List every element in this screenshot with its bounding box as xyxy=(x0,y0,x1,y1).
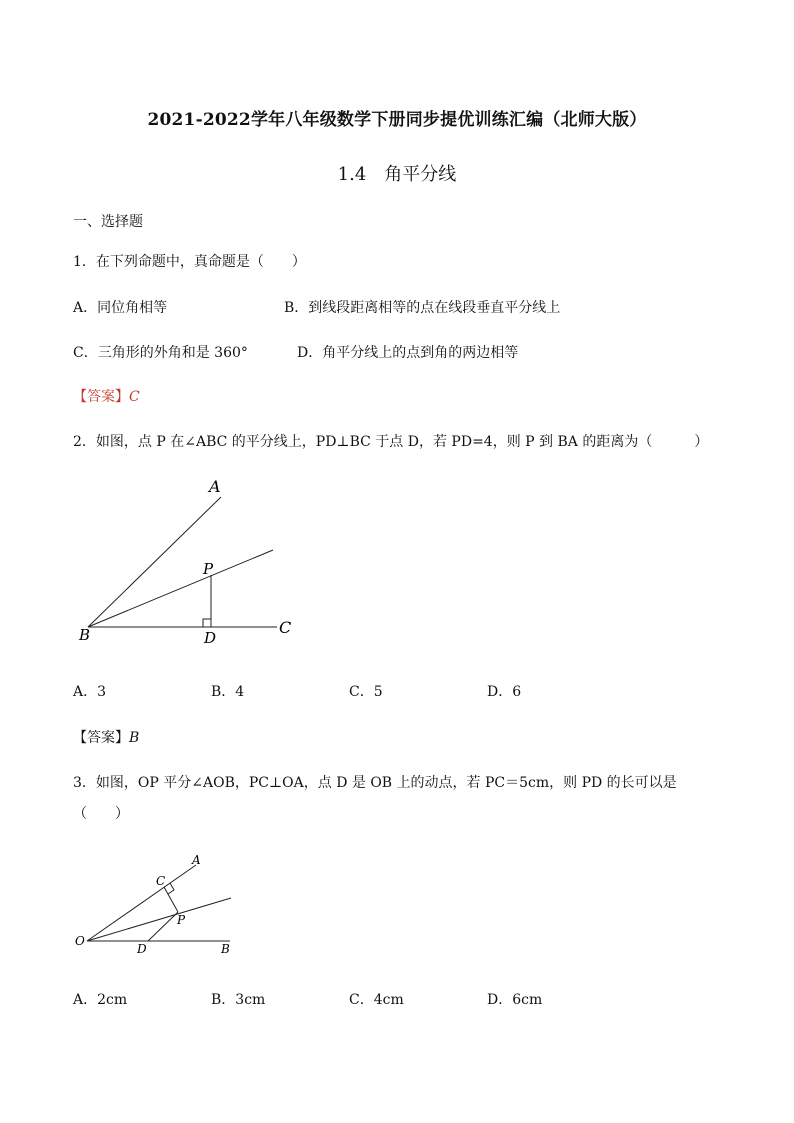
q1-stem: 1．在下列命题中，真命题是（ ） xyxy=(73,254,306,270)
q3-label-c: C xyxy=(156,874,166,888)
q2-figure xyxy=(70,470,310,650)
q3-label-a: A xyxy=(192,853,201,867)
q1-option-a: A．同位角相等 xyxy=(73,300,168,316)
q1-answer-value: C xyxy=(129,389,140,405)
q3-figure xyxy=(70,848,250,963)
section-subtitle: 1.4 角平分线 xyxy=(337,164,457,185)
q3-label-o: O xyxy=(75,934,85,948)
q2-bisector xyxy=(88,550,273,627)
q2-label-d: D xyxy=(204,629,217,647)
q3-option-b: B．3cm xyxy=(211,992,266,1008)
q2-option-c: C．5 xyxy=(349,684,383,700)
q2-ray-ba xyxy=(88,497,221,627)
q3-stem-line1: 3．如图，OP 平分∠AOB，PC⊥OA，点 D 是 OB 上的动点，若 PC＝5cm，则 PD 的长可以是 xyxy=(73,775,677,791)
q2-stem: 2．如图，点 P 在∠ABC 的平分线上，PD⊥BC 于点 D，若 PD=4，则 P 到 BA 的距离为（ ） xyxy=(73,434,709,450)
q3-label-d: D xyxy=(137,942,147,956)
q1-option-d: D．角平分线上的点到角的两边相等 xyxy=(297,345,519,361)
q3-stem-line2: （ ） xyxy=(73,806,129,822)
q3-bisector-op xyxy=(87,898,231,941)
q3-right-angle-mark xyxy=(168,883,174,894)
q1-answer-tag: 【答案】 xyxy=(73,389,129,405)
q2-right-angle-mark xyxy=(203,619,211,627)
q3-option-a: A．2cm xyxy=(73,992,128,1008)
q3-option-c: C．4cm xyxy=(349,992,404,1008)
q2-answer-value: B xyxy=(129,730,140,746)
q3-segment-pd xyxy=(148,912,178,941)
q2-option-d: D．6 xyxy=(487,684,522,700)
q2-option-b: B．4 xyxy=(211,684,245,700)
q1-option-b: B．到线段距离相等的点在线段垂直平分线上 xyxy=(284,300,561,316)
q3-label-p: P xyxy=(177,913,186,927)
section-heading: 一、选择题 xyxy=(73,214,143,230)
q2-option-a: A．3 xyxy=(73,684,107,700)
q1-option-c: C．三角形的外角和是 360° xyxy=(73,345,248,361)
q3-label-b: B xyxy=(221,942,230,956)
q3-segment-pc xyxy=(164,887,178,912)
q2-label-p: P xyxy=(203,560,214,578)
q2-label-a: A xyxy=(209,477,221,496)
q3-ray-oa xyxy=(87,865,196,941)
q1-answer xyxy=(73,386,140,406)
q2-answer xyxy=(73,727,139,747)
q3-option-d: D．6cm xyxy=(487,992,543,1008)
q2-label-b: B xyxy=(79,626,91,644)
q2-label-c: C xyxy=(279,618,292,637)
document-title: 2021-2022学年八年级数学下册同步提优训练汇编（北师大版） xyxy=(147,110,647,130)
q2-answer-tag: 【答案】 xyxy=(73,730,129,746)
